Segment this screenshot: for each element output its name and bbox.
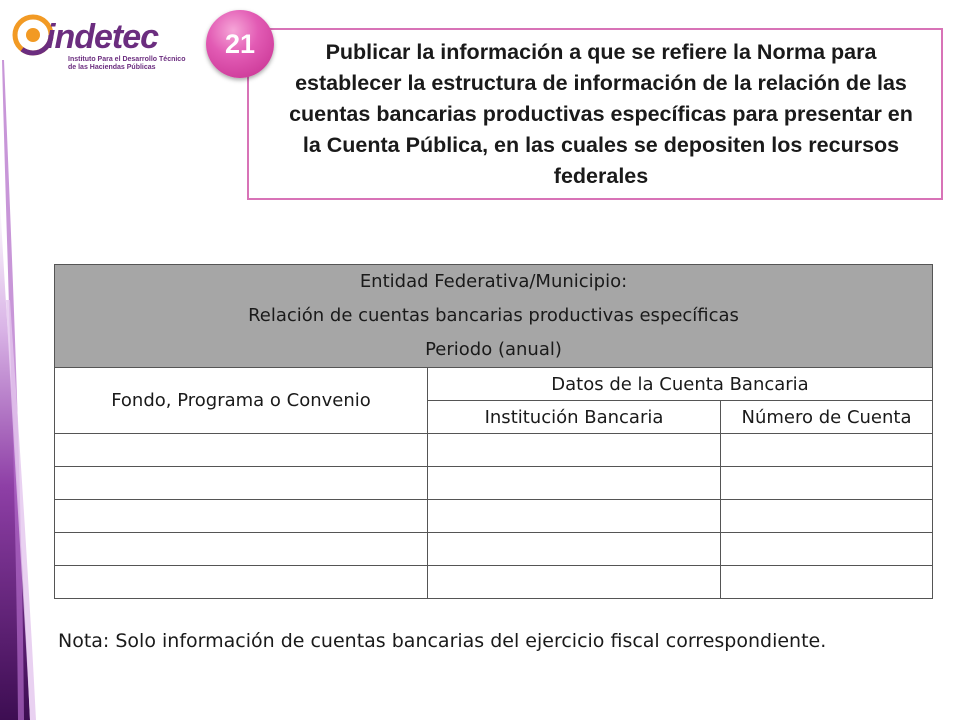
table-title-cell [55,265,933,368]
table-title-line: Periodo (anual) [425,339,562,360]
table-cell[interactable] [721,533,933,566]
table-cell[interactable] [721,434,933,467]
table-row [55,467,933,500]
column-header-numero: Número de Cuenta [721,401,933,434]
table-cell[interactable] [721,467,933,500]
slide-number-badge: 21 [206,10,274,78]
table-title-line: Entidad Federativa/Municipio: [359,271,628,292]
table-cell[interactable] [55,533,428,566]
table-cell[interactable] [428,434,721,467]
bank-accounts-table [54,264,933,599]
decorative-swoosh [0,0,60,720]
table-cell[interactable] [428,566,721,599]
table-title-row [55,265,933,368]
column-group-header: Datos de la Cuenta Bancaria [428,368,933,401]
table-cell[interactable] [428,533,721,566]
table-cell[interactable] [55,467,428,500]
table-cell[interactable] [428,500,721,533]
table-cell[interactable] [55,500,428,533]
table-cell[interactable] [428,467,721,500]
column-header-fondo: Fondo, Programa o Convenio [55,368,428,434]
title-box [247,28,943,200]
column-header-institucion: Institución Bancaria [428,401,721,434]
column-header-row [55,368,933,401]
logo-subtitle [68,56,198,72]
table-row [55,434,933,467]
page-title: Publicar la información a que se refiere la Norma para establecer la estructura de información de la relación de las cuentas bancarias productivas específicas para presentar en la Cuenta Pública, en las cuales se depositen los recursos federales [289,39,913,188]
logo-subtitle-line1: Instituto Para el Desarrollo Técnico [68,56,186,63]
indetec-logo [10,12,190,74]
logo-subtitle-line2: de las Haciendas Públicas [68,64,156,71]
footnote: Nota: Solo información de cuentas bancarias del ejercicio fiscal correspondiente. [58,630,827,652]
table-row [55,533,933,566]
table-cell[interactable] [55,434,428,467]
table-row [55,500,933,533]
logo-wordmark: indetec [46,18,159,56]
table-title-line: Relación de cuentas bancarias productivas específicas [248,305,739,326]
table-row [55,566,933,599]
table-cell[interactable] [721,566,933,599]
table-cell[interactable] [721,500,933,533]
table-cell[interactable] [55,566,428,599]
